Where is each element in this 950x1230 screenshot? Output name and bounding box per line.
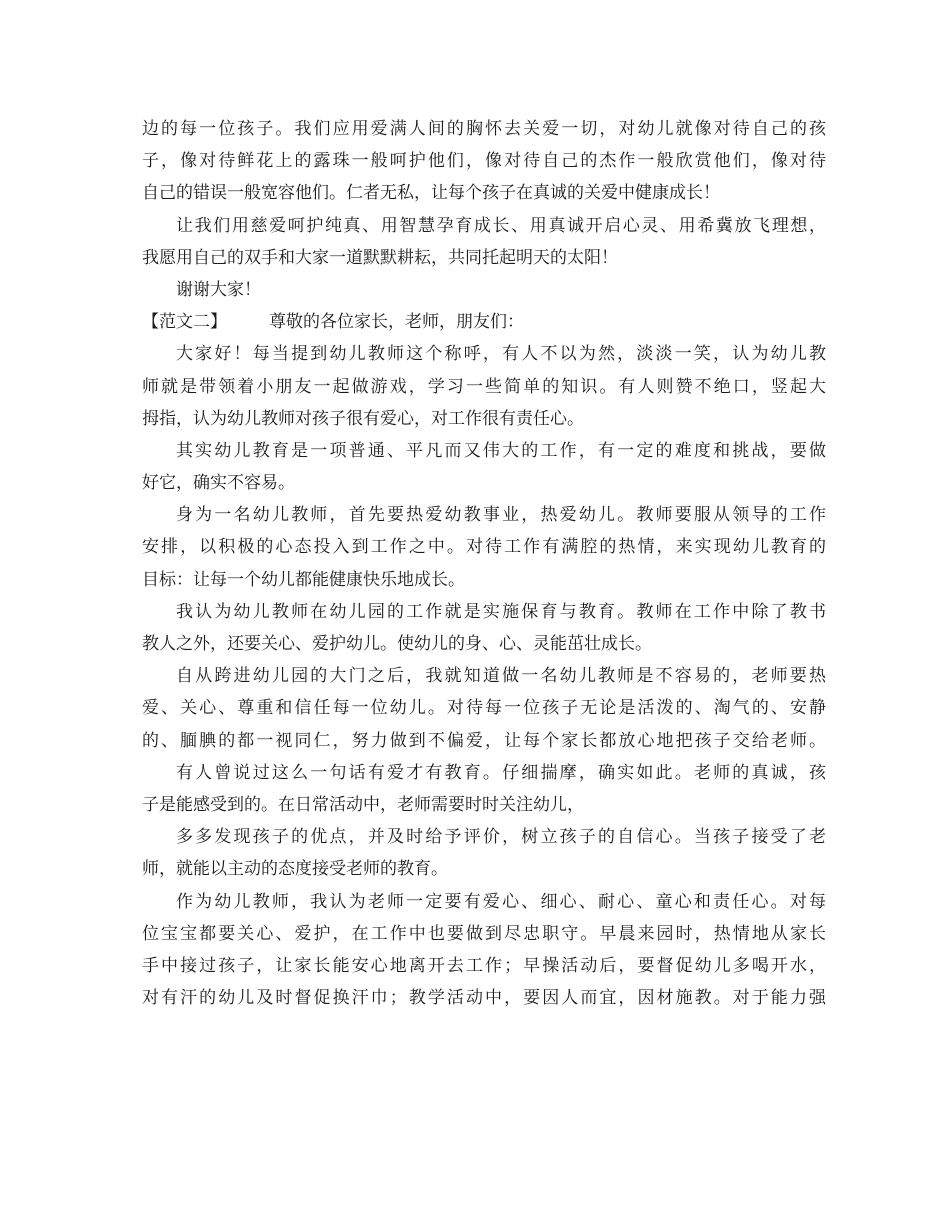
paragraph-line: 好它，确实不容易。 — [142, 473, 295, 494]
paragraph-line: 爱、关心、尊重和信任每一位幼儿。对待每一位孩子无论是活泼的、淘气的、安静 — [142, 698, 826, 719]
paragraph-line: 作为幼儿教师，我认为老师一定要有爱心、细心、耐心、童心和责任心。对每 — [176, 891, 826, 912]
paragraph-line: 安排，以积极的心态投入到工作之中。对待工作有满腔的热情，来实现幼儿教育的 — [142, 537, 826, 558]
paragraph-line: 教人之外，还要关心、爱护幼儿。使幼儿的身、心、灵能茁壮成长。 — [142, 634, 652, 654]
paragraph-line: 边的每一位孩子。我们应用爱满人间的胸怀去关爱一切，对幼儿就像对待自己的孩 — [142, 119, 826, 139]
paragraph-line: 位宝宝都要关心、爱护，在工作中也要做到尽忠职守。早晨来园时，热情地从家长 — [142, 923, 826, 944]
paragraph-line: 自从跨进幼儿园的大门之后，我就知道做一名幼儿教师是不容易的，老师要热 — [176, 666, 826, 687]
paragraph-line: 我愿用自己的双手和大家一道默默耕耘，共同托起明天的太阳！ — [142, 247, 618, 268]
paragraph-line: 其实幼儿教育是一项普通、平凡而又伟大的工作，有一定的难度和挑战，要做 — [176, 440, 826, 461]
paragraph-line: 让我们用慈爱呵护纯真、用智慧孕育成长、用真诚开启心灵、用希冀放飞理想， — [176, 215, 826, 236]
paragraph-line: 子，像对待鲜花上的露珠一般呵护他们，像对待自己的杰作一般欣赏他们，像对待 — [142, 151, 826, 172]
paragraph-line: 手中接过孩子，让家长能安心地离开去工作；早操活动后，要督促幼儿多喝开水， — [142, 955, 826, 976]
document-body — [142, 113, 826, 1014]
paragraph-line: 自己的错误一般宽容他们。仁者无私，让每个孩子在真诚的关爱中健康成长！ — [142, 183, 720, 204]
paragraph-line: 拇指，认为幼儿教师对孩子很有爱心，对工作很有责任心。 — [142, 408, 584, 429]
paragraph-line: 多多发现孩子的优点，并及时给予评价，树立孩子的自信心。当孩子接受了老 — [176, 827, 826, 848]
paragraph-line: 的、腼腆的都一视同仁，努力做到不偏爱，让每个家长都放心地把孩子交给老师。 — [142, 730, 826, 751]
paragraph-line: 我认为幼儿教师在幼儿园的工作就是实施保育与教育。教师在工作中除了教书 — [176, 601, 826, 622]
section-heading: 【范文二】 — [142, 312, 227, 333]
paragraph-line: 身为一名幼儿教师，首先要热爱幼教事业，热爱幼儿。教师要服从领导的工作 — [176, 505, 826, 526]
paragraph-line: 大家好！每当提到幼儿教师这个称呼，有人不以为然，淡淡一笑，认为幼儿教 — [176, 344, 826, 365]
paragraph-line: 师，就能以主动的态度接受老师的教育。 — [142, 859, 448, 880]
paragraph-line: 师就是带领着小朋友一起做游戏，学习一些简单的知识。有人则赞不绝口，竖起大 — [142, 376, 826, 397]
section-heading-line — [142, 306, 826, 338]
paragraph-line: 子是能感受到的。在日常活动中，老师需要时时关注幼儿， — [142, 794, 584, 815]
paragraph-line: 谢谢大家！ — [176, 279, 261, 300]
paragraph-line: 对有汗的幼儿及时督促换汗巾；教学活动中，要因人而宜，因材施教。对于能力强 — [142, 988, 826, 1009]
paragraph-line: 有人曾说过这么一句话有爱才有教育。仔细揣摩，确实如此。老师的真诚，孩 — [176, 762, 826, 783]
paragraph-line: 目标：让每一个幼儿都能健康快乐地成长。 — [142, 569, 465, 590]
salutation: 尊敬的各位家长，老师，朋友们： — [269, 312, 524, 333]
